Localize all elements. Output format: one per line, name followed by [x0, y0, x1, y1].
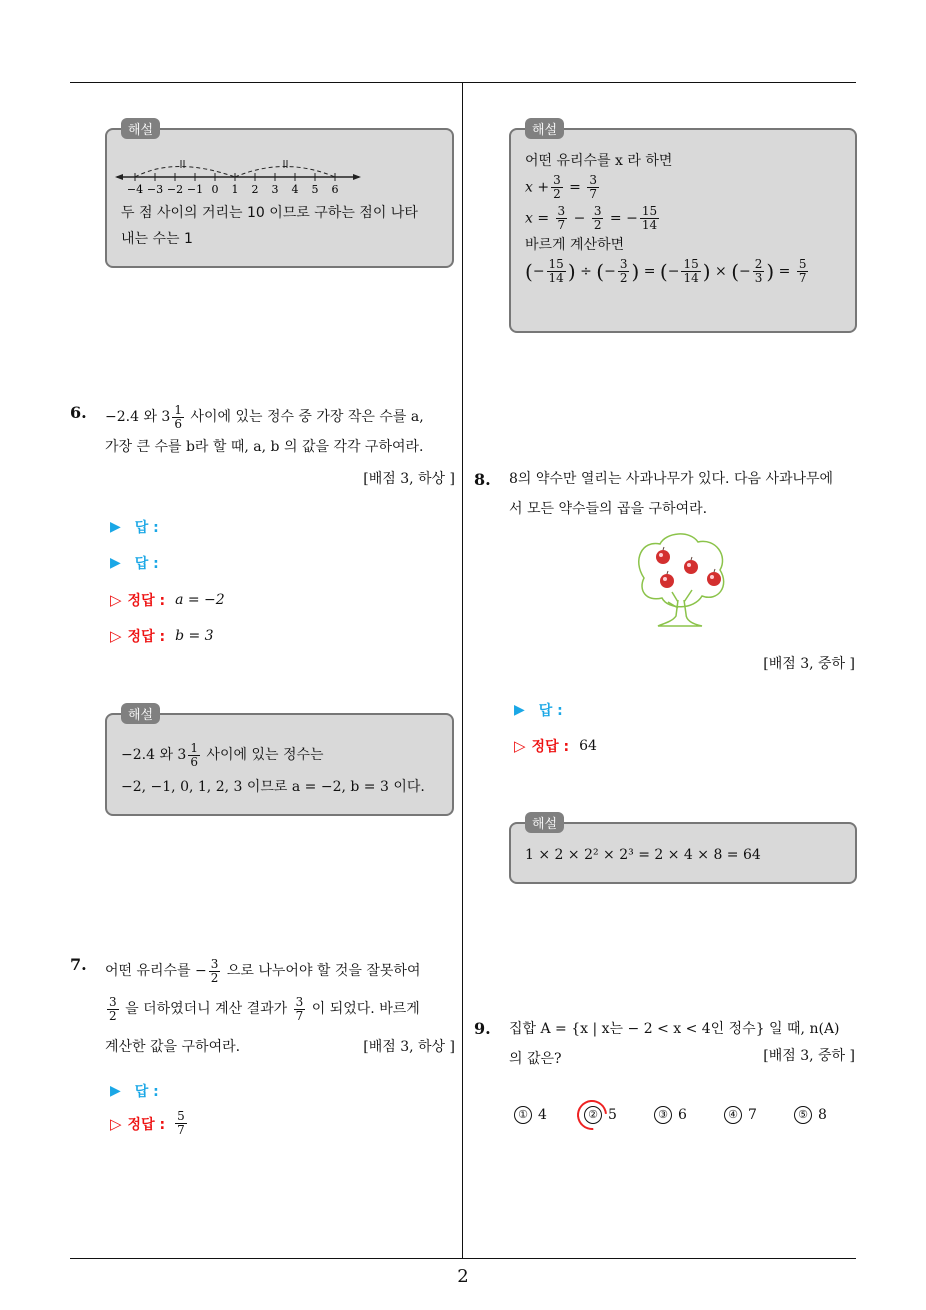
choice-list [514, 1106, 864, 1124]
column-divider [462, 82, 463, 1259]
number-line-label: −1 [186, 183, 204, 196]
number-line-label: 3 [271, 183, 279, 196]
question-9-number: 9. [474, 1019, 491, 1038]
bottom-rule [70, 1258, 856, 1259]
choice-4[interactable]: ④ 7 [724, 1106, 794, 1124]
number-line-label: 5 [311, 183, 319, 196]
question-9-text: 집합 A = {x | x는 − 2 < x < 4인 정수} 일 때, n(A) 의 값은? [509, 1021, 840, 1067]
question-6-meta: [배점 3, 하상 ] [363, 471, 455, 487]
answer-line[interactable]: ▶ 답 : [514, 702, 563, 719]
choice-1[interactable]: ① 4 [514, 1106, 584, 1124]
solution-box-6: 해설 −2.4 와 3 $\frac{1}{6}$ 사이에 있는 정수는 −2, −1, 0, 1, 2, 3 이므로 a = −2, b = 3 이다. [105, 713, 454, 816]
question-8-meta: [배점 3, 중하 ] [763, 656, 855, 672]
answer-line-2[interactable]: ▶ 답 : [110, 555, 159, 572]
choice-3[interactable]: ③ 6 [654, 1106, 724, 1124]
top-rule [70, 82, 856, 83]
question-6-text: −2.4 와 3 $\frac{1}{6}$ 사이에 있는 정수 중 가장 작은 수를 a, 가장 큰 수를 b라 할 때, a, b 의 값을 각각 구하여라. [105, 402, 424, 455]
correct-answer: ▷ 정답 : 64 [514, 737, 597, 755]
question-7-meta: [배점 3, 하상 ] [363, 1039, 455, 1055]
question-6-number: 6. [70, 403, 87, 422]
correct-answer-b: ▷ 정답 : b = 3 [110, 627, 214, 645]
selected-mark [571, 1094, 613, 1136]
question-7-number: 7. [70, 955, 87, 974]
choice-5[interactable]: ⑤ 8 [794, 1106, 864, 1124]
answer-line-1[interactable]: ▶ 답 : [110, 519, 159, 536]
number-line-label: 2 [251, 183, 259, 196]
number-line-label: 4 [291, 183, 299, 196]
solution-box-5 [105, 123, 454, 268]
solution-text: 두 점 사이의 거리는 10 이므로 구하는 점이 나타 내는 수는 1 [121, 205, 418, 247]
page-number: 2 [457, 1266, 469, 1287]
correct-answer-a: ▷ 정답 : a = −2 [110, 591, 225, 609]
question-8-text: 8의 약수만 열리는 사과나무가 있다. 다음 사과나무에 서 모든 약수들의 곱을 구하여라. [509, 471, 834, 517]
apple-tree-image [632, 530, 732, 630]
solution-box-7: 해설 어떤 유리수를 x 라 하면 x + $\frac{3}{2}$ = $\frac{3}{7}$ x = $\frac{3}{7}$ − $\frac{3}{2}$ = − $\frac{15}{14}$ 바르게 계산하면 (− $\frac{15}{14}$ ) ÷ (− $\frac{3}{2}$ ) = (− $\frac{15}{14}$ ) × (− $\frac{2}{3}$ ) = $\frac{5}{7}$ [509, 128, 857, 333]
question-8-number: 8. [474, 470, 491, 489]
number-line-label: −2 [166, 183, 184, 196]
solution-box-8: 해설 1 × 2 × 2² × 2³ = 2 × 4 × 8 = 64 [509, 822, 857, 884]
question-7-text: 어떤 유리수를 − $\frac{3}{2}$ 으로 나누어야 할 것을 잘못하여 $\frac{3}{2}$ 을 더하였더니 계산 결과가 $\frac{3}{7}$ 이 되었다. 바르게 계산한 값을 구하여라. [105, 956, 421, 1055]
correct-answer: ▷ 정답 : $\frac{5}{7}$ [110, 1109, 185, 1137]
number-line-label: 0 [211, 183, 219, 196]
number-line [115, 150, 365, 196]
number-line-label: 1 [231, 183, 239, 196]
solution-tag: 해설 [121, 118, 160, 139]
question-9-meta: [배점 3, 중하 ] [763, 1048, 855, 1064]
number-line-label: −3 [146, 183, 164, 196]
choice-2[interactable]: ② 5 [584, 1106, 654, 1124]
number-line-label: 6 [331, 183, 339, 196]
number-line-label: −4 [126, 183, 144, 196]
answer-line[interactable]: ▶ 답 : [110, 1083, 159, 1100]
